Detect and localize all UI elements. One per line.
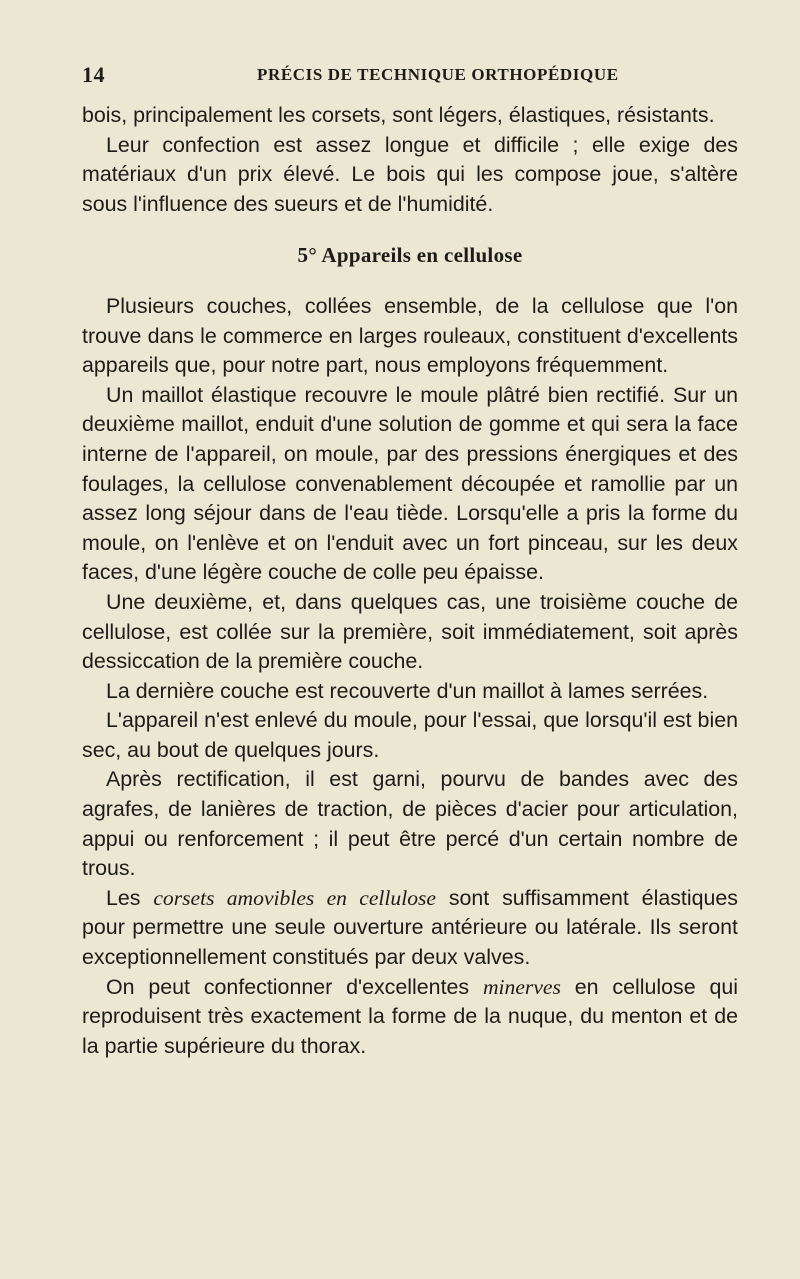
running-head bbox=[82, 62, 737, 86]
page-number: 14 bbox=[82, 62, 105, 87]
paragraph: Leur confection est assez longue et difficile ; elle exige des matériaux d'un prix élevé. Le bois qui les compose joue, s'altère sous l'influence des sueurs et de l'humidité. bbox=[82, 132, 738, 216]
paragraph: La dernière couche est recouverte d'un maillot à lames serrées. bbox=[106, 678, 709, 703]
paragraph-continuation: bois, principalement les corsets, sont légers, élastiques, résistants. bbox=[82, 103, 715, 127]
paragraph: Plusieurs couches, collées ensemble, de la cellulose que l'on trouve dans le commerce en larges rouleaux, constituent d'excellents appareils que, pour notre part, nous employons fréquemment. bbox=[82, 293, 738, 378]
running-title: PRÉCIS DE TECHNIQUE ORTHOPÉDIQUE bbox=[257, 65, 619, 84]
text-run: sont suffisamment élastiques pour permettre une seule ouverture antérieure ou latérale. Ils seront exceptionnellement constitués par deux valves. bbox=[82, 885, 739, 970]
paragraph: Après rectification, il est garni, pourvu de bandes avec des agrafes, de lanières de traction, de pièces d'acier pour articulation, appui ou renforcement ; il peut être percé d'un certain nombre de trous. bbox=[82, 767, 738, 881]
paragraph: Une deuxième, et, dans quelques cas, une troisième couche de cellulose, est collée sur la première, soit immédiatement, soit après dessiccation de la première couche. bbox=[82, 589, 738, 674]
text-run: On peut confectionner d'excellentes bbox=[106, 974, 483, 999]
text-run: en cellulose qui reproduisent très exactement la forme de la nuque, du menton et de la partie supérieure du thorax. bbox=[82, 974, 738, 1058]
paragraph: Un maillot élastique recouvre le moule plâtré bien rectifié. Sur un deuxième maillot, enduit d'une solution de gomme et qui sera la face interne de l'appareil, on moule, par des pressions énergiques et des foulages, la cellulose convenablement découpée et ramollie par un assez long séjour dans de l'eau tiède. Lorsqu'elle a pris la forme du moule, on l'enlève et on l'enduit avec un fort pinceau, sur les deux faces, d'une légère couche de colle peu épaisse. bbox=[82, 382, 738, 585]
section-heading: 5° Appareils en cellulose bbox=[297, 243, 523, 268]
body-text bbox=[82, 101, 738, 1061]
italic-term: minerves bbox=[482, 974, 561, 999]
italic-term: corsets amovibles en cellulose bbox=[153, 885, 436, 910]
paragraph: L'appareil n'est enlevé du moule, pour l'essai, que lorsqu'il est bien sec, au bout de quelques jours. bbox=[82, 708, 738, 762]
paragraph bbox=[82, 973, 738, 1062]
text-run: Les bbox=[106, 885, 154, 910]
paragraph bbox=[82, 884, 738, 973]
